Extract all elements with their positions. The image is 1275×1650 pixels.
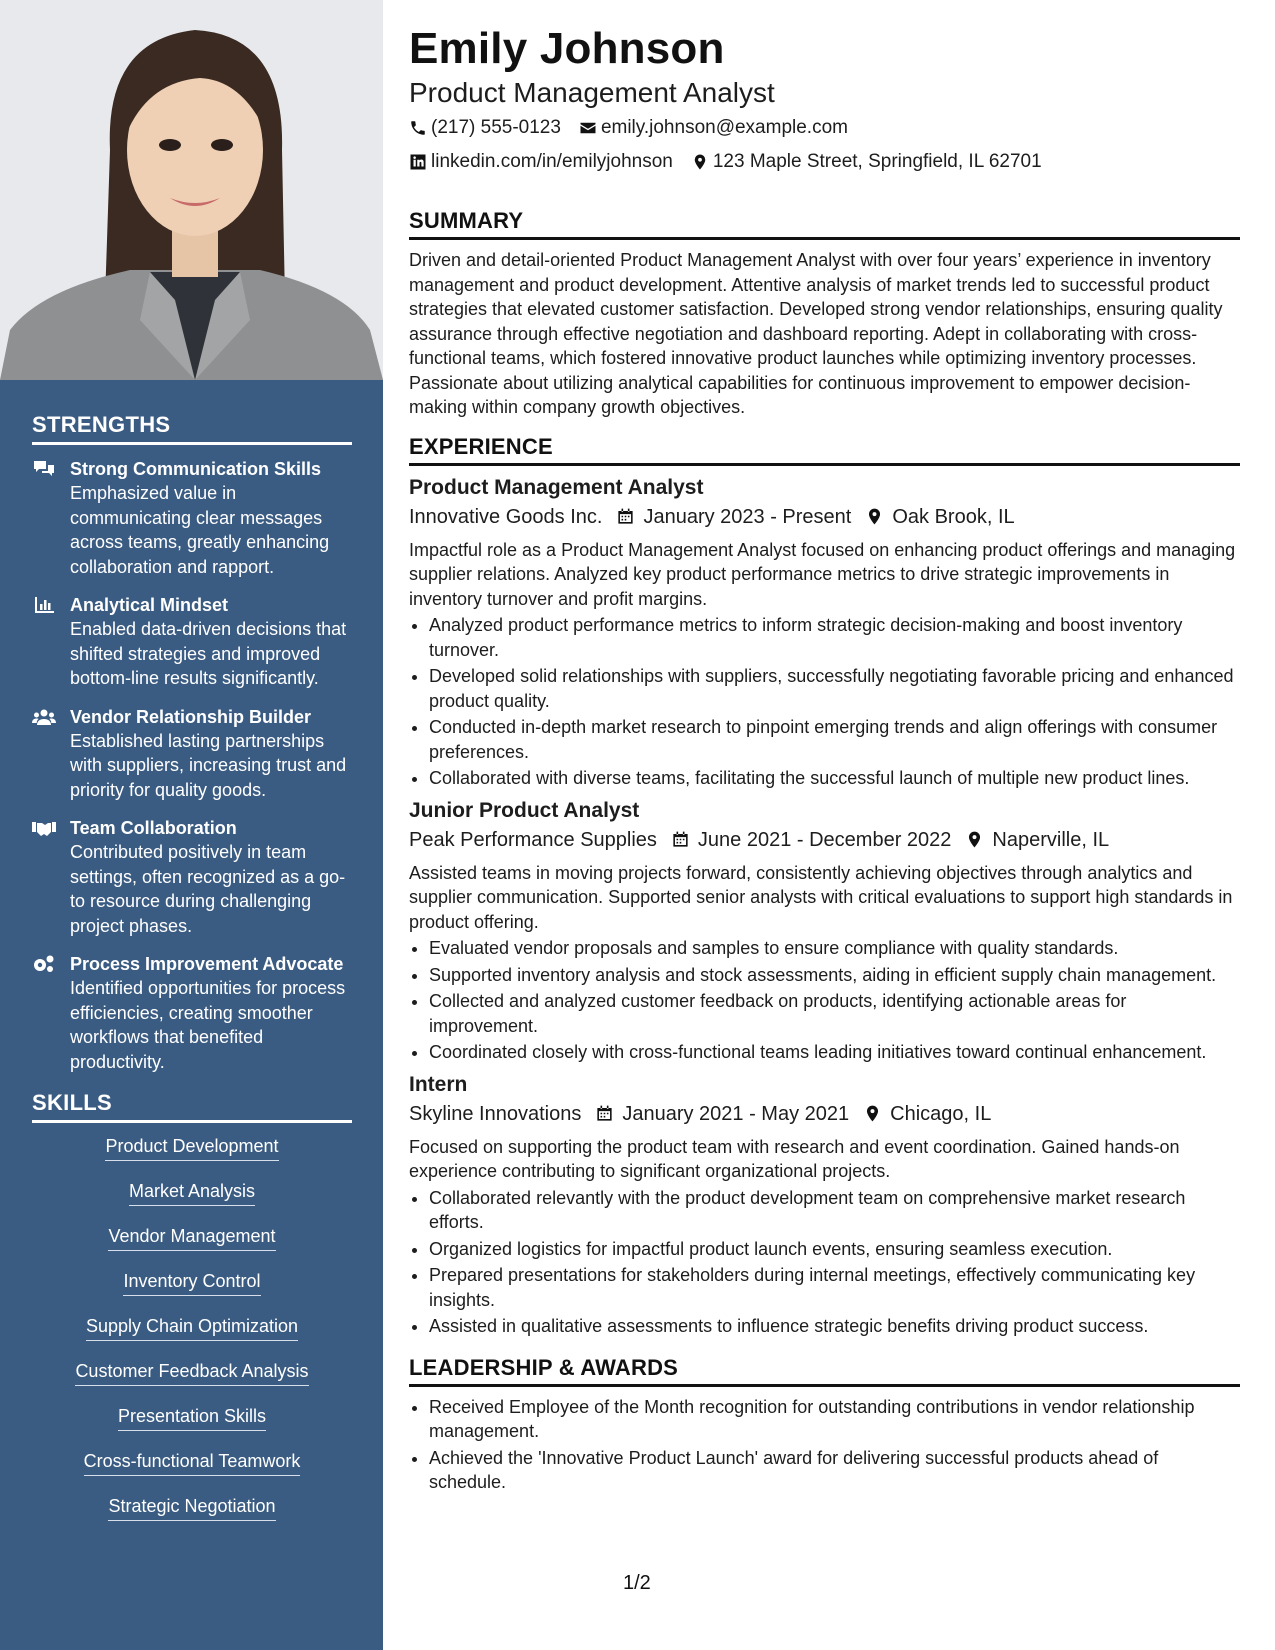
skill-item: Market Analysis <box>129 1180 255 1206</box>
skill-item: Customer Feedback Analysis <box>75 1360 308 1386</box>
candidate-role: Product Management Analyst <box>409 77 775 108</box>
bullet-item: • Collected and analyzed customer feedback on products, identifying actionable areas for improvement. <box>429 989 1240 1038</box>
job-location: Chicago, IL <box>890 1102 992 1125</box>
job-location: Oak Brook, IL <box>892 505 1015 528</box>
job-title: Junior Product Analyst <box>409 798 640 822</box>
strength-desc: Enabled data-driven decisions that shifted strategies and improved bottom-line results significantly. <box>70 619 347 688</box>
handshake-icon <box>32 816 70 938</box>
linkedin-link[interactable]: linkedin.com/in/emilyjohnson <box>431 151 673 172</box>
envelope-icon <box>579 119 597 137</box>
sidebar <box>0 0 383 1650</box>
job-title: Product Management Analyst <box>409 475 704 499</box>
strength-item <box>32 457 352 579</box>
job-title: Intern <box>409 1072 468 1096</box>
skill-item: Supply Chain Optimization <box>86 1315 298 1341</box>
bullet-item: • Analyzed product performance metrics to inform strategic decision-making and boost inventory turnover. <box>429 613 1240 662</box>
job-bullets <box>409 936 1240 1065</box>
address-text: 123 Maple Street, Springfield, IL 62701 <box>712 151 1042 172</box>
page-number: 1/2 <box>623 1572 651 1594</box>
linkedin-icon <box>409 153 427 171</box>
bullet-item: • Organized logistics for impactful product launch events, ensuring seamless execution. <box>429 1237 1240 1262</box>
comments-icon <box>32 457 70 579</box>
job-description: Assisted teams in moving projects forward, consistently achieving objectives through analytics and supplier communication. Supported senior analysts with critical evaluations to support high standards in product offering. <box>409 862 1233 932</box>
bullet-item: • Assisted in qualitative assessments to influence strategic benefits driving product success. <box>429 1314 1240 1339</box>
bullet-item: • Received Employee of the Month recognition for outstanding contributions in vendor relationship management. <box>429 1395 1240 1444</box>
summary-heading: SUMMARY <box>409 208 1240 240</box>
map-pin-icon <box>691 153 709 171</box>
strength-desc: Established lasting partnerships with suppliers, increasing trust and priority for quality goods. <box>70 730 347 800</box>
strength-desc: Identified opportunities for process efficiencies, creating smoother workflows that benefited productivity. <box>70 978 346 1072</box>
skill-item: Cross-functional Teamwork <box>84 1450 301 1476</box>
experience-heading: EXPERIENCE <box>409 434 1240 466</box>
cogs-icon <box>32 952 70 1074</box>
job-dates: June 2021 - December 2022 <box>697 828 952 851</box>
bullet-item: • Supported inventory analysis and stock assessments, aiding in efficient supply chain management. <box>429 963 1240 988</box>
job-dates: January 2021 - May 2021 <box>622 1102 850 1125</box>
bullet-item: • Collaborated relevantly with the product development team on comprehensive market research efforts. <box>429 1186 1240 1235</box>
job-description: Focused on supporting the product team with research and event coordination. Gained hands-on experience contributing to significant organizational projects. <box>409 1136 1180 1181</box>
bullet-item: • Collaborated with diverse teams, facilitating the successful launch of multiple new product lines. <box>429 766 1240 791</box>
candidate-name: Emily Johnson <box>409 24 725 73</box>
strength-desc: Emphasized value in communicating clear messages across teams, greatly enhancing collaboration and rapport. <box>70 483 330 577</box>
job-company: Skyline Innovations <box>409 1102 582 1125</box>
strengths-heading: STRENGTHS <box>32 412 352 445</box>
skill-item: Product Development <box>105 1135 278 1161</box>
strength-title: Vendor Relationship Builder <box>70 706 312 727</box>
bullet-item: • Coordinated closely with cross-functional teams leading initiatives toward continual enhancement. <box>429 1040 1240 1065</box>
strength-title: Analytical Mindset <box>70 595 229 615</box>
calendar-icon <box>595 1104 614 1123</box>
skills-list <box>32 1135 352 1540</box>
job-meta <box>409 502 1240 532</box>
main-content <box>409 22 1240 1497</box>
job-meta <box>409 825 1240 855</box>
summary-text: Driven and detail-oriented Product Management Analyst with over four years’ experience in inventory management and product development. Attentive analysis of market trends led to successful product strategies that elevated customer satisfaction. Developed strong vendor relationships, ensuring quality assurance through effective negotiation and dashboard reporting. Adept in collaborating with cross-functional teams, which fostered innovative product launches while optimizing inventory processes. Passionate about utilizing analytical capabilities for continuous improvement to empower decision-making within company growth objectives. <box>409 250 1223 417</box>
job-company: Innovative Goods Inc. <box>409 505 603 528</box>
email-link[interactable]: emily.johnson@example.com <box>600 117 848 138</box>
map-pin-icon <box>865 507 884 526</box>
leadership-heading: LEADERSHIP & AWARDS <box>409 1355 1240 1387</box>
job-entry <box>409 797 1240 1065</box>
strength-title: Strong Communication Skills <box>70 459 322 479</box>
strength-item <box>32 816 352 938</box>
map-pin-icon <box>965 830 984 849</box>
skill-item: Presentation Skills <box>118 1405 266 1431</box>
strength-item <box>32 705 352 803</box>
strength-title: Process Improvement Advocate <box>70 954 344 974</box>
job-meta <box>409 1099 1240 1129</box>
calendar-icon <box>616 507 635 526</box>
map-pin-icon <box>863 1104 882 1123</box>
job-company: Peak Performance Supplies <box>409 828 657 851</box>
job-bullets <box>409 613 1240 791</box>
bullet-item: • Conducted in-depth market research to pinpoint emerging trends and align offerings with consumer preferences. <box>429 715 1240 764</box>
strength-item <box>32 952 352 1074</box>
strength-item <box>32 593 352 691</box>
job-dates: January 2023 - Present <box>643 505 852 528</box>
strength-desc: Contributed positively in team settings, often recognized as a go-to resource during challenging project phases. <box>70 842 346 936</box>
contact-row <box>409 146 1240 178</box>
bullet-item: • Developed solid relationships with suppliers, successfully negotiating favorable pricing and enhanced product quality. <box>429 664 1240 713</box>
users-icon <box>32 705 70 803</box>
job-description: Impactful role as a Product Management Analyst focused on enhancing product offerings and managing supplier relations. Analyzed key product performance metrics to drive strategic improvements in inventory turnover and profit margins. <box>409 539 1236 609</box>
job-entry <box>409 1071 1240 1339</box>
bullet-item: • Achieved the 'Innovative Product Launch' award for delivering successful products ahead of schedule. <box>429 1446 1240 1495</box>
bullet-item: • Evaluated vendor proposals and samples to ensure compliance with quality standards. <box>429 936 1240 961</box>
leadership-list <box>409 1395 1240 1495</box>
job-location: Naperville, IL <box>992 828 1110 851</box>
sidebar-content <box>32 412 352 1540</box>
profile-photo <box>0 0 383 380</box>
contact-row <box>409 112 1240 144</box>
calendar-icon <box>671 830 690 849</box>
skill-item: Strategic Negotiation <box>108 1495 275 1521</box>
phone-icon <box>409 119 427 137</box>
chart-bar-icon <box>32 593 70 691</box>
bullet-item: • Prepared presentations for stakeholders during internal meetings, effectively communicating key insights. <box>429 1263 1240 1312</box>
strength-title: Team Collaboration <box>70 818 237 838</box>
skill-item: Vendor Management <box>108 1225 275 1251</box>
skills-heading: SKILLS <box>32 1090 352 1123</box>
job-entry <box>409 474 1240 791</box>
phone-text[interactable]: (217) 555-0123 <box>431 117 561 138</box>
job-bullets <box>409 1186 1240 1339</box>
skill-item: Inventory Control <box>123 1270 260 1296</box>
